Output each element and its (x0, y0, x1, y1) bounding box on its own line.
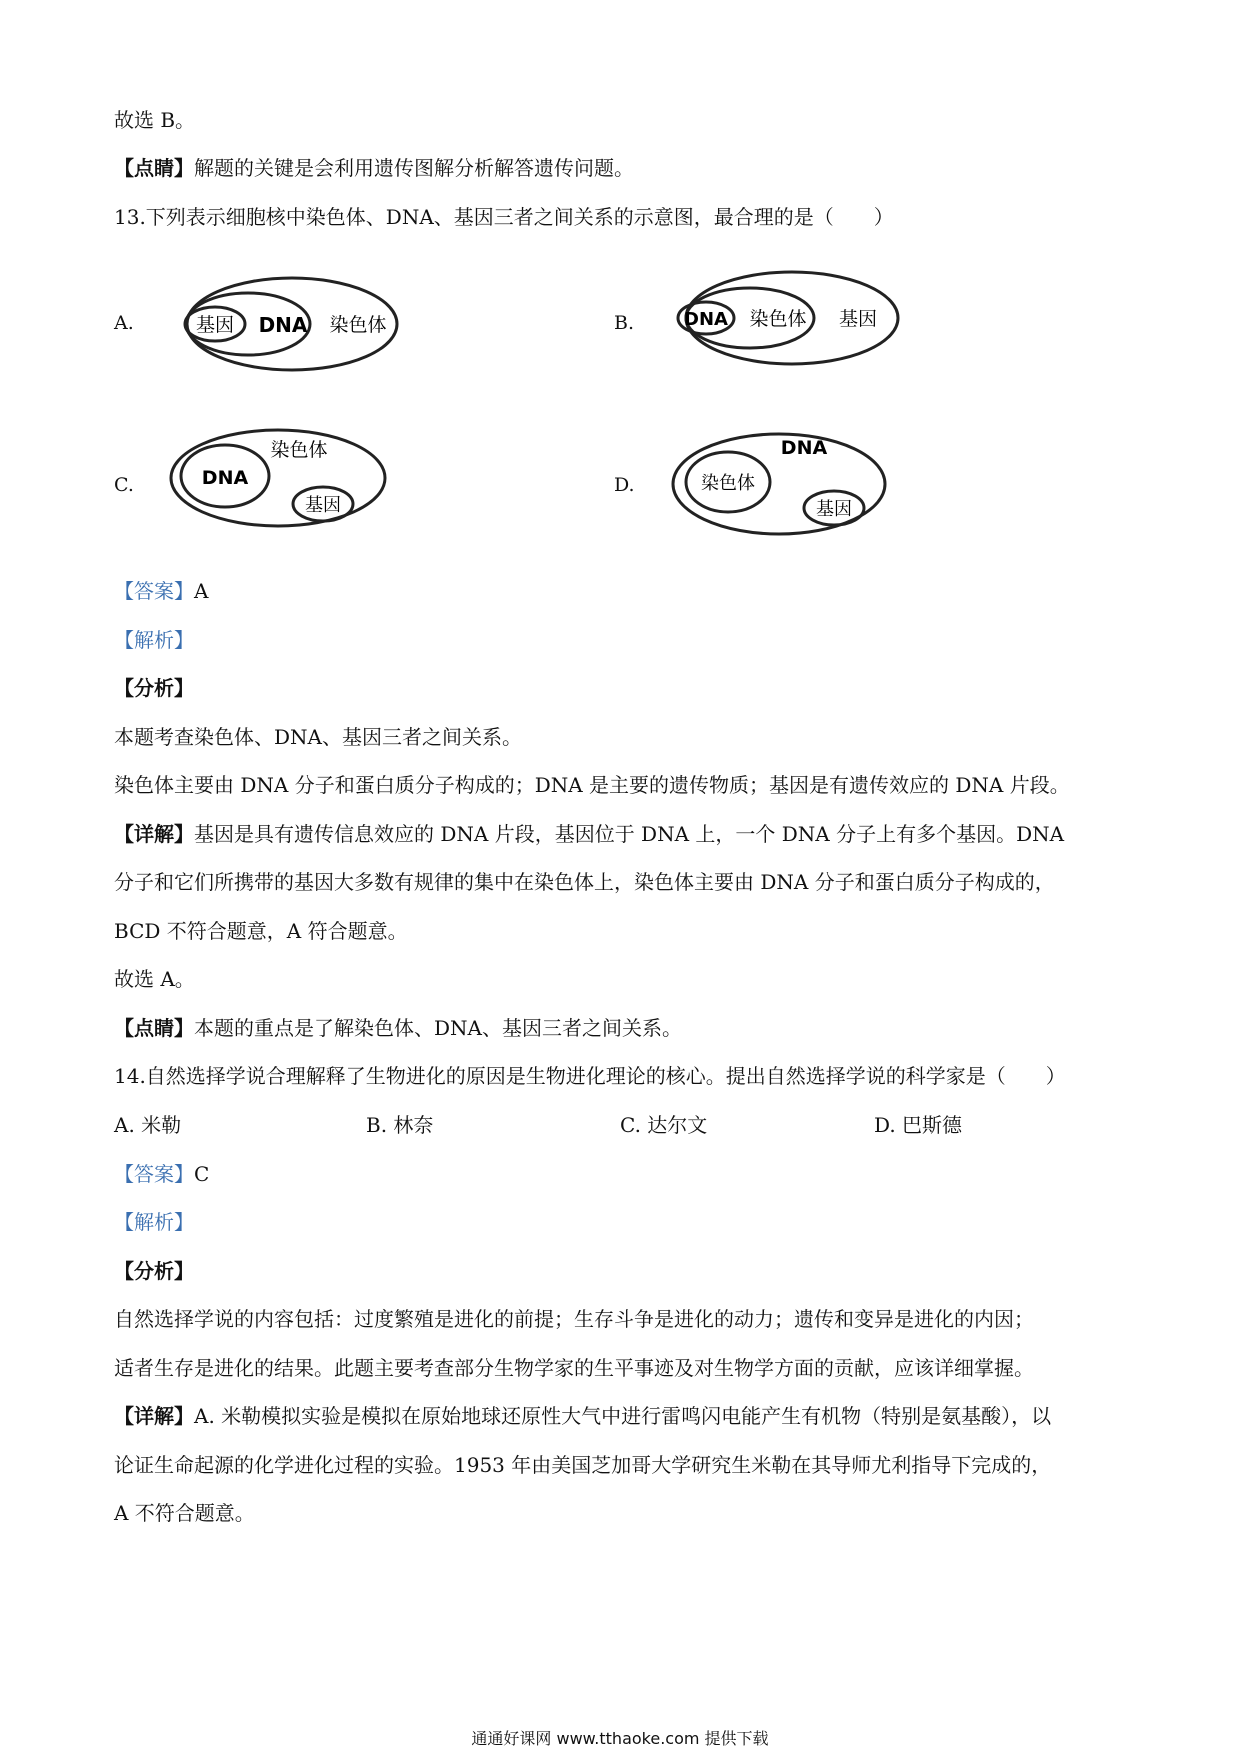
option-a-dna-text: DNA (258, 313, 308, 337)
question-13: 13.下列表示细胞核中染色体、DNA、基因三者之间关系的示意图，最合理的是（ ） (114, 205, 894, 229)
analysis-tag-2: 【解析】 (114, 1210, 194, 1234)
breakdown-tag-2: 【分析】 (114, 1259, 194, 1283)
key-point-tag-2: 【点睛】 (114, 1016, 194, 1040)
option-a-diagram (160, 258, 410, 378)
option-b-diagram (666, 258, 916, 378)
key-point-tag: 【点睛】 (114, 156, 194, 180)
q14-choice-b: B. 林奈 (366, 1113, 434, 1137)
analysis-tag-1: 【解析】 (114, 628, 194, 652)
answer-tag: 【答案】 (114, 579, 194, 603)
option-d-diagram (662, 418, 912, 548)
paragraph-8: 自然选择学说的内容包括：过度繁殖是进化的前提；生存斗争是进化的动力；遗传和变异是进化的内因； (114, 1307, 1034, 1331)
option-d-label: D. (614, 474, 635, 496)
q14-choice-d: D. 巴斯德 (874, 1113, 963, 1137)
option-d-gene-text: 基因 (816, 499, 852, 520)
paragraph-3 (114, 820, 1064, 848)
question-14: 14.自然选择学说合理解释了生物进化的原因是生物进化理论的核心。提出自然选择学说的科学家是（ ） (114, 1064, 1066, 1088)
paragraph-6: 故选 A。 (114, 967, 195, 991)
page-footer: 通通好课网 www.tthaoke.com 提供下载 (471, 1729, 769, 1748)
option-c-gene-text: 基因 (305, 495, 341, 516)
option-a-gene-text: 基因 (195, 314, 235, 336)
line-key-point-1 (114, 154, 634, 182)
paragraph-12: A 不符合题意。 (114, 1501, 255, 1525)
paragraph-11: 论证生命起源的化学进化过程的实验。1953 年由美国芝加哥大学研究生米勒在其导师尤利指导下完成的， (114, 1453, 1052, 1477)
paragraph-5: BCD 不符合题意，A 符合题意。 (114, 919, 408, 943)
q14-choice-c: C. 达尔文 (620, 1113, 708, 1137)
answer-value-2: C (194, 1162, 210, 1186)
detail-text-1: 基因是具有遗传信息效应的 DNA 片段，基因位于 DNA 上，一个 DNA 分子上有多个基因。DNA (194, 822, 1065, 846)
paragraph-10 (114, 1402, 1051, 1430)
option-d-dna-text: DNA (780, 437, 828, 459)
answer-value: A (194, 579, 209, 603)
breakdown-tag-1: 【分析】 (114, 676, 194, 700)
option-b-gene-text: 基因 (838, 308, 878, 330)
paragraph-1: 本题考查染色体、DNA、基因三者之间关系。 (114, 725, 522, 749)
option-d-chromosome-text: 染色体 (701, 473, 755, 494)
option-b-chromosome-text: 染色体 (749, 308, 807, 330)
paragraph-2: 染色体主要由 DNA 分子和蛋白质分子构成的；DNA 是主要的遗传物质；基因是有遗传效应的 DNA 片段。 (114, 773, 1070, 797)
option-a-chromosome-text: 染色体 (329, 314, 387, 336)
paragraph-4: 分子和它们所携带的基因大多数有规律的集中在染色体上，染色体主要由 DNA 分子和蛋白质分子构成的， (114, 870, 1055, 894)
option-c-dna-text: DNA (201, 467, 249, 489)
paragraph-9: 适者生存是进化的结果。此题主要考查部分生物学家的生平事迹及对生物学方面的贡献，应该详细掌握。 (114, 1356, 1034, 1380)
option-b-dna-text: DNA (684, 309, 728, 330)
option-b-label: B. (614, 312, 635, 334)
detail-tag-1: 【详解】 (114, 822, 194, 846)
key-point-text: 解题的关键是会利用遗传图解分析解答遗传问题。 (194, 156, 634, 180)
q14-choice-a: A. 米勒 (114, 1113, 182, 1137)
detail-tag-2: 【详解】 (114, 1404, 194, 1428)
option-a-label: A. (114, 312, 134, 334)
key-point-text-2: 本题的重点是了解染色体、DNA、基因三者之间关系。 (194, 1016, 682, 1040)
line-conclusion-b: 故选 B。 (114, 108, 196, 132)
answer-14 (114, 1160, 209, 1188)
option-c-chromosome-text: 染色体 (270, 439, 328, 461)
paragraph-7 (114, 1014, 682, 1042)
answer-tag-2: 【答案】 (114, 1162, 194, 1186)
detail-text-2: A. 米勒模拟实验是模拟在原始地球还原性大气中进行雷鸣闪电能产生有机物（特别是氨基酸），以 (194, 1404, 1052, 1428)
option-c-label: C. (114, 474, 134, 496)
option-c-diagram (155, 418, 405, 538)
answer-13 (114, 577, 208, 605)
